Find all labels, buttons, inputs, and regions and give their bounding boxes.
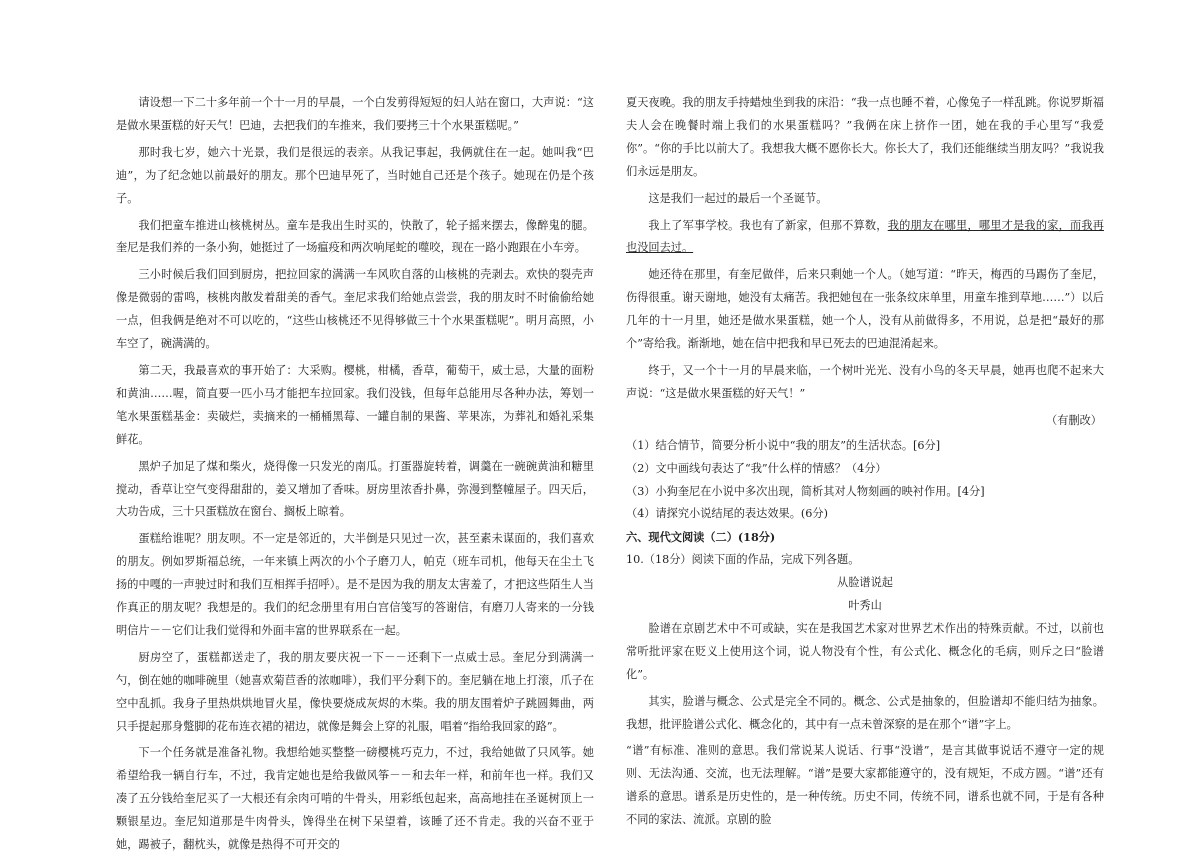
section-title: 六、现代文阅读（二）(18分) (626, 530, 776, 545)
story-paragraph: 下一个任务就是准备礼物。我想给她买整整一磅樱桃巧克力，不过，我给她做了只风筝。她希望给我一辆自行车，不过，我肯定她也是给我做风筝－－和去年一样，和前年也一样。我们又凑了五分钱给奎尼买了一大根还有余肉可啃的牛骨头，用彩纸包起来，高高地挂在圣诞树顶上一颗银星边。奎尼知道那是牛肉骨头，馋得坐在树下呆望着，该睡了还不肯走。我的兴奋不亚于她，踢被子，翻枕头，就像是热得不可开交的 (116, 746, 594, 852)
right-column (626, 92, 1104, 832)
story-paragraph: 那时我七岁，她六十光景，我们是很远的表亲。从我记事起，我俩就住在一起。她叫我“巴迪”，为了纪念她以前最好的朋友。那个巴迪早死了，当时她自己还是个孩子。她现在仍是个孩子。 (116, 145, 594, 205)
essay-paragraph: 其实，脸谱与概念、公式是完全不同的。概念、公式是抽象的，但脸谱却不能归结为抽象。我想，批评脸谱公式化、概念化的，其中有一点未曾深察的是在那个“谱”字上。 (626, 694, 1104, 731)
underlined-sentence: 我的朋友在哪里，哪里才是我的家，而我再也没回去过。 (626, 218, 1104, 255)
edit-note: （有删改） (1046, 413, 1102, 427)
essay-title: 从脸谱说起 (837, 576, 893, 590)
left-column (116, 92, 594, 857)
essay-paragraph: 脸谱在京剧艺术中不可或缺，实在是我国艺术家对世界艺术作出的特殊贡献。不过，以前也常听批评家在贬义上使用这个词，说人物没有个性，有公式化、概念化的毛病，则斥之曰“脸谱化”。 (626, 621, 1104, 681)
story-paragraph: 我们把童车推进山核桃树丛。童车是我出生时买的，快散了，轮子摇来摆去，像醉鬼的腿。奎尼是我们养的一条小狗，她挺过了一场瘟疫和两次响尾蛇的噬咬，现在一路小跑跟在小车旁。 (116, 218, 594, 255)
question-1: （1）结合情节，简要分析小说中“我的朋友”的生活状态。[6分] (626, 438, 941, 452)
story-paragraph: 第二天，我最喜欢的事开始了：大采购。樱桃，柑橘，香草，葡萄干，威士忌，大量的面粉和黄油……喔，简直要一匹小马才能把车拉回家。我们没钱，但每年总能用尽各种办法，筹划一笔水果蛋糕基金：卖破烂，卖摘来的一桶桶黑莓、一罐自制的果酱、苹果冻，为葬礼和婚礼采集鲜花。 (116, 363, 594, 446)
story-paragraph: 黑炉子加足了煤和柴火，烧得像一只发光的南瓜。打蛋器旋转着，调羹在一碗碗黄油和糖里搅动，香草让空气变得甜甜的，姜又增加了香味。厨房里浓香扑鼻，弥漫到整幢屋子。四天后，大功告成，三十只蛋糕放在窗台、搁板上晾着。 (116, 459, 594, 519)
story-paragraph-underlined (626, 215, 1104, 261)
instruction: 10.（18分）阅读下面的作品，完成下列各题。 (626, 553, 860, 567)
story-paragraph: 终于，又一个十一月的早晨来临，一个树叶光光、没有小鸟的冬天早晨，她再也爬不起来大声说：“这是做水果蛋糕的好天气！” (626, 363, 1104, 400)
story-paragraph: 请设想一下二十多年前一个十一月的早晨，一个白发剪得短短的妇人站在窗口，大声说：“这是做水果蛋糕的好天气！巴迪，去把我们的车推来，我们要拷三十个水果蛋糕呢。” (116, 96, 594, 132)
story-paragraph: 厨房空了，蛋糕都送走了，我的朋友要庆祝一下－－还剩下一点威士忌。奎尼分到满满一勺，倒在她的咖啡碗里（她喜欢菊苣香的浓咖啡），我们平分剩下的。奎尼躺在地上打滚，爪子在空中乱抓。我身子里热烘烘地冒火星，像快要烧成灰烬的木柴。我的朋友围着炉子跳圆舞曲，两只手提起那身蹩脚的花布连衣裙的裙边，就像是舞会上穿的礼服，唱着“指给我回家的路”。 (116, 650, 594, 733)
story-paragraph: 她还待在那里，有奎尼做伴，后来只剩她一个人。（她写道：“昨天，梅西的马踢伤了奎尼，伤得很重。谢天谢地，她没有太痛苦。我把她包在一张条纹床单里，用童车推到草地……”）以后几年的十一月里，她还是做水果蛋糕，她一个人，没有从前做得多，不用说，总是把“最好的那个”寄给我。渐渐地，她在信中把我和早已死去的巴迪混淆起来。 (626, 268, 1104, 351)
story-paragraph: 夏天夜晚。我的朋友手持蜡烛坐到我的床沿：“我一点也睡不着，心像兔子一样乱跳。你说罗斯福夫人会在晚餐时端上我们的水果蛋糕吗？”我俩在床上挤作一团，她在我的手心里写“我爱你”。“你的手比以前大了。我想我大概不愿你长大。你长大了，我们还能继续当朋友吗？”我说我们永远是朋友。 (626, 96, 1104, 178)
paragraph-text: 我上了军事学校。我也有了新家，但那不算数， (648, 218, 888, 232)
question-3: （3）小狗奎尼在小说中多次出现，简析其对人物刻画的映衬作用。[4分] (626, 484, 985, 498)
essay-paragraph: “谱”有标准、准则的意思。我们常说某人说话、行事“没谱”，是言其做事说话不遵守一定的规则、无法沟通、交流，也无法理解。“谱”是要大家都能遵守的，没有规矩，不成方圆。“谱”还有谱系的意思。谱系是历史性的，是一种传统。历史不同，传统不同，谱系也就不同，于是有各种不同的家法、流派。京剧的脸 (626, 744, 1104, 827)
story-paragraph: 蛋糕给谁呢？朋友呗。不一定是邻近的，大半倒是只见过一次，甚至素未谋面的，我们喜欢的朋友。例如罗斯福总统，一年来镇上两次的小个子磨刀人，帕克（班车司机，他每天在尘土飞扬的中嘎的一声驶过时和我们互相挥手招呼）。是不是因为我的朋友太害羞了，才把这些陌生人当作真正的朋友呢？我想是的。我们的纪念册里有用白宫信笺写的答谢信，有磨刀人寄来的一分钱明信片－－它们让我们觉得和外面丰富的世界联系在一起。 (116, 532, 594, 637)
story-paragraph: 三小时候后我们回到厨房，把拉回家的满满一车风吹自落的山核桃的壳剥去。欢快的裂壳声像是微弱的雷鸣，核桃肉散发着甜美的香气。奎尼求我们给她点尝尝，我的朋友时不时偷偷给她一点，但我俩是绝对不可以吃的，“这些山核桃还不见得够做三十个水果蛋糕呢”。明月高照，小车空了，碗满满的。 (116, 268, 594, 351)
question-2: （2）文中画线句表达了“我”什么样的情感？（4分） (626, 461, 887, 475)
question-4: （4）请探究小说结尾的表达效果。(6分) (626, 507, 828, 521)
story-paragraph: 这是我们一起过的最后一个圣诞节。 (648, 191, 828, 205)
essay-author: 叶秀山 (848, 599, 882, 613)
